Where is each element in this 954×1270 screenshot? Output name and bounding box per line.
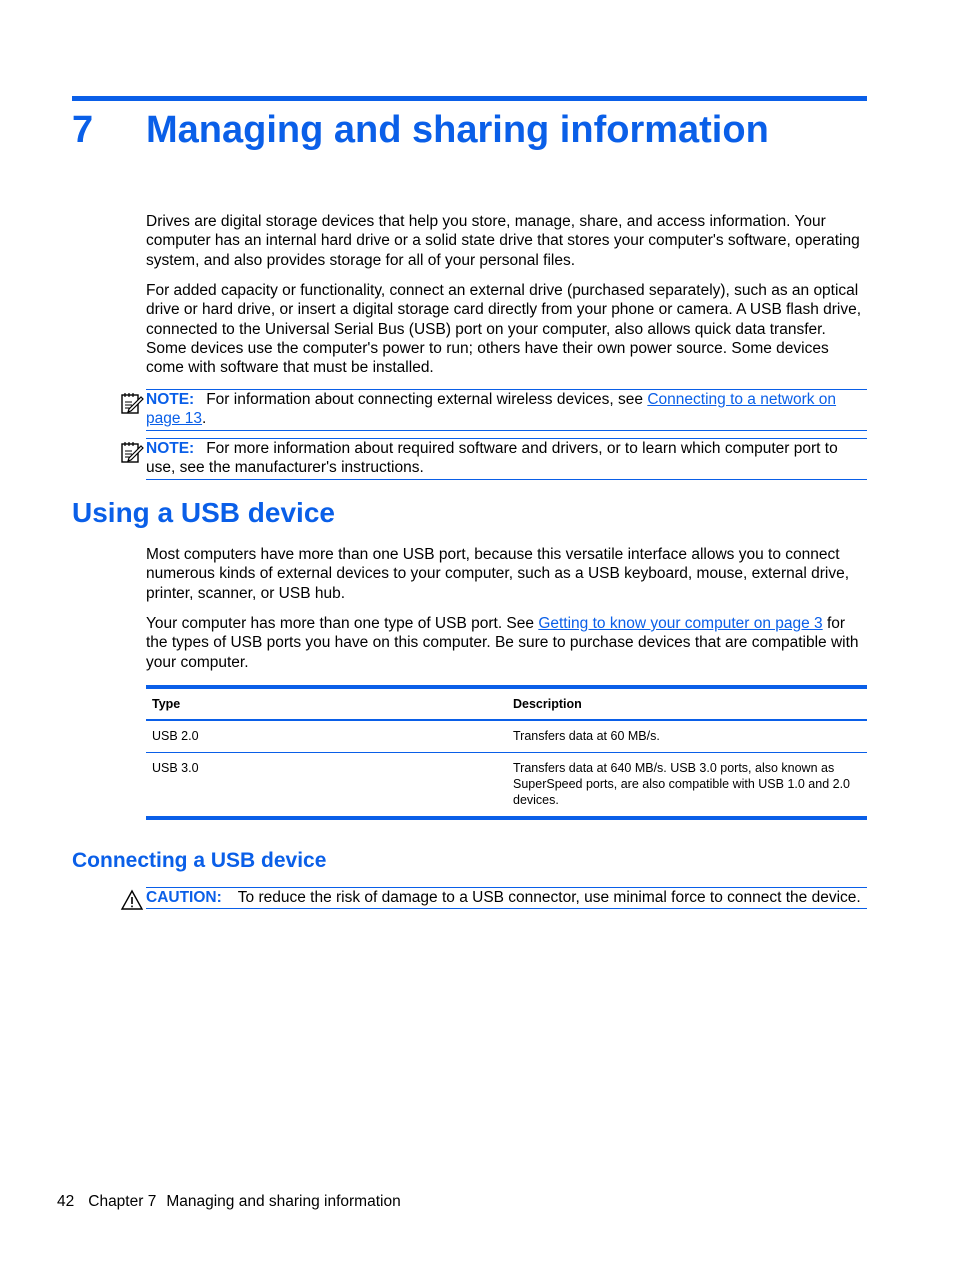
caution-text: To reduce the risk of damage to a USB connector, use minimal force to connect the device.	[237, 889, 861, 906]
note-label: NOTE:	[146, 440, 195, 457]
caution-usb-connector	[146, 887, 867, 909]
footer-title: Managing and sharing information	[166, 1193, 401, 1210]
page-number: 42	[57, 1193, 75, 1210]
note-text: For information about connecting external wireless devices, see	[206, 391, 648, 408]
usb-paragraph-1: Most computers have more than one USB port, because this versatile interface allows you to connect numerous kinds of external devices to your computer, such as a USB keyboard, mouse, external drive, printer, scanner, or USB hub.	[146, 546, 850, 602]
note-text-end: .	[202, 410, 207, 428]
note-drivers	[146, 438, 867, 480]
link-getting-to-know-computer[interactable]: Getting to know your computer on page 3	[538, 615, 823, 632]
table-header-description: Description	[507, 687, 867, 720]
chapter-number: 7	[72, 109, 94, 151]
usb-paragraph-2-start: Your computer has more than one type of USB port. See	[146, 615, 539, 632]
table-row	[146, 720, 867, 753]
usb-port-table	[146, 685, 867, 820]
note-label: NOTE:	[146, 391, 195, 408]
intro-paragraph-1: Drives are digital storage devices that help you store, manage, share, and access information. Your computer has an internal hard drive or a solid state drive that stores your computer's software, operating system, and also provides storage for all of your personal files.	[146, 213, 860, 269]
caution-label: CAUTION:	[146, 889, 222, 906]
note-wireless	[146, 389, 867, 431]
chapter-rule	[72, 96, 867, 101]
page-footer	[57, 1192, 415, 1211]
usb-paragraph-2	[146, 614, 868, 672]
table-cell-type: USB 2.0	[146, 720, 507, 753]
note-icon	[120, 391, 144, 415]
table-cell-type: USB 3.0	[146, 753, 507, 819]
table-row	[146, 753, 867, 819]
link-connecting-to-network[interactable]: Connecting to a network on page 13	[146, 391, 837, 428]
table-header-type: Type	[146, 687, 507, 720]
note-icon	[120, 440, 144, 464]
chapter-title: Managing and sharing information	[146, 109, 769, 151]
section-heading-usb: Using a USB device	[72, 497, 335, 528]
table-cell-description: Transfers data at 60 MB/s.	[507, 720, 867, 753]
table-header-row	[146, 687, 867, 720]
subsection-heading-connecting: Connecting a USB device	[72, 849, 327, 872]
intro-paragraph-2: For added capacity or functionality, connect an external drive (purchased separately), such as an optical drive or hard drive, or insert a digital storage card directly from your phone or camera. A USB flash drive, connected to the Universal Serial Bus (USB) port on your computer, also allows quick data transfer. Some devices use the computer's power to run; others have their own power source. Some devices come with software that must be installed.	[146, 282, 862, 377]
note-text: For more information about required software and drivers, or to learn which computer port to use, see the manufacturer's instructions.	[146, 440, 838, 477]
warning-icon	[120, 888, 144, 912]
usb-paragraph-2-end: for the types of USB ports you have on this computer. Be sure to purchase devices that are compatible with your computer.	[146, 615, 859, 671]
table-cell-description: Transfers data at 640 MB/s. USB 3.0 ports, also known as SuperSpeed ports, are also compatible with USB 1.0 and 2.0 devices.	[507, 753, 867, 819]
footer-chapter: Chapter 7	[88, 1193, 157, 1210]
